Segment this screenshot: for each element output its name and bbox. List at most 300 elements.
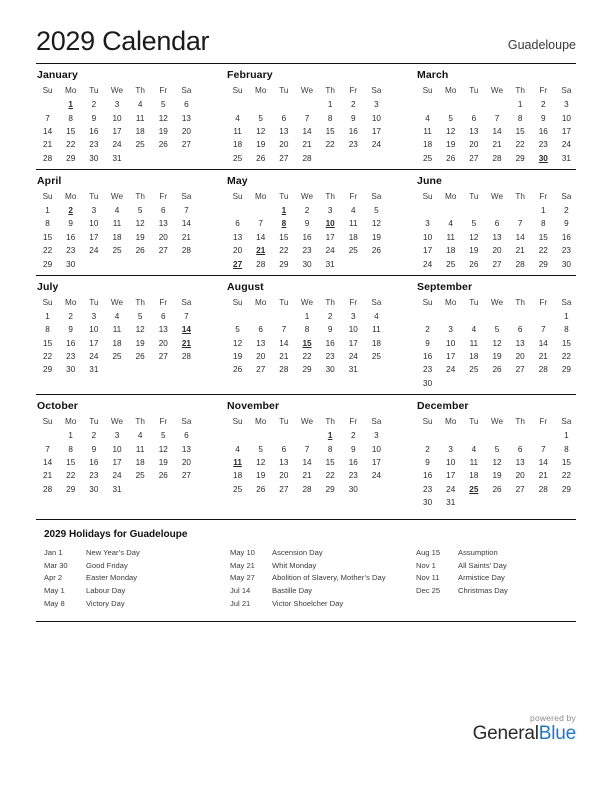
day-cell[interactable]: 20 [158,232,168,242]
day-cell[interactable]: 20 [279,471,289,481]
day-cell[interactable]: 11 [233,126,242,136]
day-cell[interactable]: 25 [135,471,145,481]
day-cell[interactable]: 9 [425,457,430,467]
day-cell[interactable]: 21 [181,232,191,242]
day-cell[interactable]: 13 [279,457,289,467]
day-cell[interactable]: 5 [235,325,240,335]
day-cell[interactable]: 11 [112,219,122,229]
day-cell[interactable]: 17 [371,126,381,136]
day-cell[interactable]: 27 [158,246,168,256]
day-cell[interactable]: 23 [423,365,433,375]
day-cell[interactable]: 20 [515,352,525,362]
day-cell[interactable]: 9 [540,113,546,123]
day-cell[interactable]: 16 [561,232,571,242]
day-cell[interactable]: 30 [348,484,358,494]
day-cell[interactable]: 22 [66,140,76,150]
day-cell[interactable]: 15 [515,126,525,136]
day-cell[interactable]: 2 [564,206,569,216]
day-cell[interactable]: 2 [425,444,430,454]
day-cell[interactable]: 22 [325,471,335,481]
day-cell[interactable]: 14 [538,338,548,348]
day-cell[interactable]: 16 [89,457,99,467]
day-cell[interactable]: 25 [112,352,122,362]
day-cell[interactable]: 24 [89,246,99,256]
day-cell[interactable]: 28 [302,484,312,494]
day-cell[interactable]: 28 [181,352,191,362]
day-cell[interactable]: 29 [302,365,312,375]
day-cell[interactable]: 23 [423,484,433,494]
day-cell[interactable]: 12 [158,113,168,123]
day-cell[interactable]: 29 [43,365,53,375]
day-cell[interactable]: 23 [348,471,358,481]
day-cell[interactable]: 3 [448,444,453,454]
day-cell[interactable]: 1 [564,431,569,441]
day-cell[interactable]: 2 [350,431,356,441]
day-cell[interactable]: 15 [66,457,76,467]
day-cell[interactable]: 12 [233,338,243,348]
day-cell[interactable]: 23 [302,246,312,256]
day-cell[interactable]: 17 [112,126,122,136]
day-cell[interactable]: 8 [45,219,50,229]
day-cell[interactable]: 13 [256,338,266,348]
day-cell[interactable]: 14 [43,457,53,467]
day-cell[interactable]: 19 [158,126,168,136]
day-cell[interactable]: 2 [304,206,310,216]
day-cell[interactable]: 30 [561,259,571,269]
day-cell-holiday[interactable]: 2 [68,206,73,216]
day-cell[interactable]: 12 [256,457,266,467]
day-cell[interactable]: 10 [89,219,99,229]
day-cell[interactable]: 7 [304,113,310,123]
day-cell[interactable]: 19 [135,338,145,348]
day-cell[interactable]: 6 [160,311,166,321]
day-cell-holiday[interactable]: 21 [181,338,191,348]
day-cell[interactable]: 23 [348,140,358,150]
day-cell[interactable]: 29 [43,259,53,269]
day-cell[interactable]: 20 [181,457,191,467]
day-cell[interactable]: 2 [540,100,546,110]
day-cell-holiday[interactable]: 10 [325,219,335,229]
day-cell[interactable]: 26 [371,246,381,256]
day-cell[interactable]: 16 [325,338,335,348]
day-cell[interactable]: 25 [135,140,145,150]
day-cell[interactable]: 16 [423,471,433,481]
day-cell[interactable]: 18 [135,126,145,136]
day-cell[interactable]: 30 [302,259,312,269]
day-cell[interactable]: 19 [492,471,502,481]
day-cell[interactable]: 18 [469,352,479,362]
day-cell[interactable]: 13 [279,126,289,136]
day-cell[interactable]: 4 [114,311,120,321]
day-cell[interactable]: 27 [181,140,191,150]
day-cell[interactable]: 4 [137,431,143,441]
day-cell[interactable]: 15 [43,338,53,348]
day-cell-holiday[interactable]: 1 [281,206,287,216]
day-cell[interactable]: 27 [515,365,525,375]
day-cell[interactable]: 6 [184,100,189,110]
day-cell[interactable]: 31 [112,153,122,163]
day-cell[interactable]: 7 [540,444,546,454]
day-cell-holiday[interactable]: 8 [281,219,287,229]
day-cell[interactable]: 1 [45,206,50,216]
day-cell[interactable]: 22 [302,352,312,362]
day-cell[interactable]: 29 [279,259,289,269]
day-cell[interactable]: 12 [135,325,145,335]
day-cell[interactable]: 24 [371,140,381,150]
day-cell[interactable]: 31 [325,259,335,269]
day-cell[interactable]: 7 [45,444,50,454]
day-cell[interactable]: 5 [494,444,500,454]
day-cell[interactable]: 4 [471,444,477,454]
day-cell[interactable]: 23 [561,246,571,256]
day-cell[interactable]: 9 [350,444,356,454]
day-cell[interactable]: 29 [66,484,76,494]
day-cell[interactable]: 18 [446,246,456,256]
day-cell[interactable]: 27 [158,352,168,362]
day-cell[interactable]: 31 [446,498,456,508]
day-cell[interactable]: 20 [256,352,266,362]
day-cell[interactable]: 4 [425,113,430,123]
day-cell[interactable]: 10 [112,113,122,123]
day-cell[interactable]: 14 [538,457,548,467]
day-cell[interactable]: 15 [561,338,571,348]
day-cell[interactable]: 7 [184,311,189,321]
day-cell[interactable]: 24 [89,352,99,362]
day-cell[interactable]: 31 [112,484,122,494]
day-cell[interactable]: 16 [66,232,76,242]
day-cell[interactable]: 5 [494,325,500,335]
day-cell[interactable]: 13 [233,232,243,242]
day-cell[interactable]: 16 [348,126,358,136]
day-cell[interactable]: 3 [374,431,379,441]
day-cell[interactable]: 3 [374,100,379,110]
day-cell[interactable]: 25 [233,153,243,163]
day-cell[interactable]: 15 [43,232,53,242]
day-cell[interactable]: 6 [281,113,287,123]
day-cell[interactable]: 27 [492,259,502,269]
day-cell[interactable]: 11 [135,444,145,454]
day-cell[interactable]: 3 [91,311,97,321]
day-cell[interactable]: 13 [181,113,191,123]
day-cell[interactable]: 4 [374,311,379,321]
day-cell[interactable]: 22 [43,352,53,362]
day-cell[interactable]: 25 [446,259,456,269]
day-cell[interactable]: 17 [371,457,381,467]
day-cell[interactable]: 4 [471,325,477,335]
day-cell[interactable]: 10 [446,338,456,348]
day-cell[interactable]: 14 [256,232,266,242]
day-cell[interactable]: 5 [258,444,263,454]
day-cell[interactable]: 8 [327,113,333,123]
day-cell[interactable]: 28 [43,153,53,163]
day-cell[interactable]: 12 [371,219,381,229]
day-cell[interactable]: 7 [258,219,263,229]
day-cell[interactable]: 6 [160,206,166,216]
day-cell[interactable]: 16 [348,457,358,467]
day-cell-holiday[interactable]: 15 [302,338,312,348]
day-cell[interactable]: 26 [469,259,479,269]
day-cell[interactable]: 8 [304,325,310,335]
day-cell[interactable]: 8 [327,444,333,454]
day-cell[interactable]: 19 [469,246,479,256]
day-cell[interactable]: 15 [66,126,76,136]
day-cell[interactable]: 8 [564,444,569,454]
day-cell[interactable]: 14 [302,457,312,467]
day-cell[interactable]: 2 [91,431,97,441]
day-cell[interactable]: 13 [515,457,525,467]
day-cell[interactable]: 11 [469,338,479,348]
day-cell[interactable]: 5 [137,311,143,321]
day-cell[interactable]: 18 [423,140,433,150]
day-cell[interactable]: 21 [515,246,525,256]
day-cell[interactable]: 2 [425,325,430,335]
day-cell[interactable]: 19 [256,140,266,150]
day-cell-holiday[interactable]: 30 [538,153,548,163]
day-cell[interactable]: 22 [66,471,76,481]
day-cell[interactable]: 8 [540,219,546,229]
day-cell[interactable]: 24 [371,471,381,481]
day-cell[interactable]: 25 [348,246,358,256]
day-cell[interactable]: 4 [137,100,143,110]
day-cell[interactable]: 20 [492,246,502,256]
day-cell[interactable]: 29 [515,153,525,163]
day-cell[interactable]: 23 [66,352,76,362]
day-cell[interactable]: 30 [325,365,335,375]
day-cell[interactable]: 7 [45,113,50,123]
day-cell[interactable]: 1 [304,311,310,321]
day-cell[interactable]: 9 [304,219,310,229]
day-cell[interactable]: 24 [112,471,122,481]
day-cell[interactable]: 26 [158,140,168,150]
day-cell[interactable]: 17 [348,338,358,348]
day-cell[interactable]: 21 [43,140,53,150]
day-cell[interactable]: 3 [114,431,120,441]
day-cell[interactable]: 27 [181,471,191,481]
day-cell[interactable]: 11 [135,113,145,123]
day-cell[interactable]: 28 [181,246,191,256]
day-cell[interactable]: 2 [327,311,333,321]
day-cell[interactable]: 27 [515,484,525,494]
day-cell[interactable]: 10 [423,232,433,242]
day-cell[interactable]: 16 [89,126,99,136]
day-cell[interactable]: 22 [538,246,548,256]
day-cell[interactable]: 8 [68,113,73,123]
day-cell[interactable]: 3 [425,219,430,229]
day-cell[interactable]: 17 [325,232,335,242]
day-cell[interactable]: 10 [348,325,358,335]
day-cell[interactable]: 6 [184,431,189,441]
day-cell[interactable]: 17 [561,126,571,136]
day-cell[interactable]: 17 [446,352,456,362]
day-cell[interactable]: 3 [327,206,333,216]
day-cell[interactable]: 31 [348,365,358,375]
day-cell[interactable]: 28 [538,365,548,375]
day-cell[interactable]: 13 [515,338,525,348]
day-cell[interactable]: 21 [538,471,548,481]
day-cell[interactable]: 21 [302,140,312,150]
day-cell[interactable]: 3 [564,100,569,110]
day-cell[interactable]: 21 [279,352,289,362]
day-cell[interactable]: 29 [538,259,548,269]
day-cell[interactable]: 5 [137,206,143,216]
day-cell[interactable]: 18 [112,232,122,242]
day-cell[interactable]: 9 [425,338,430,348]
day-cell[interactable]: 9 [68,325,73,335]
day-cell[interactable]: 11 [469,457,479,467]
day-cell-holiday[interactable]: 11 [233,457,242,467]
day-cell[interactable]: 15 [325,457,335,467]
day-cell[interactable]: 7 [540,325,546,335]
day-cell[interactable]: 13 [158,219,168,229]
day-cell[interactable]: 15 [538,232,548,242]
day-cell[interactable]: 18 [233,140,243,150]
day-cell[interactable]: 22 [515,140,525,150]
day-cell[interactable]: 23 [89,140,99,150]
day-cell[interactable]: 20 [158,338,168,348]
day-cell[interactable]: 15 [279,232,289,242]
day-cell[interactable]: 23 [66,246,76,256]
day-cell[interactable]: 28 [492,153,502,163]
day-cell[interactable]: 14 [43,126,53,136]
day-cell[interactable]: 18 [371,338,381,348]
day-cell[interactable]: 30 [89,484,99,494]
day-cell[interactable]: 3 [114,100,120,110]
day-cell[interactable]: 20 [279,140,289,150]
day-cell[interactable]: 14 [515,232,525,242]
day-cell[interactable]: 26 [135,246,145,256]
day-cell[interactable]: 19 [233,352,243,362]
day-cell[interactable]: 6 [235,219,240,229]
day-cell[interactable]: 10 [371,444,381,454]
day-cell[interactable]: 30 [89,153,99,163]
day-cell[interactable]: 13 [181,444,191,454]
day-cell[interactable]: 18 [348,232,358,242]
day-cell[interactable]: 19 [371,232,381,242]
day-cell[interactable]: 27 [256,365,266,375]
day-cell[interactable]: 19 [135,232,145,242]
day-cell[interactable]: 17 [112,457,122,467]
day-cell[interactable]: 24 [446,365,456,375]
day-cell[interactable]: 14 [181,219,191,229]
day-cell[interactable]: 6 [517,444,523,454]
day-cell[interactable]: 9 [68,219,73,229]
day-cell-holiday[interactable]: 21 [256,246,266,256]
day-cell[interactable]: 21 [538,352,548,362]
day-cell[interactable]: 24 [561,140,571,150]
day-cell[interactable]: 26 [256,484,266,494]
day-cell[interactable]: 9 [91,444,97,454]
day-cell[interactable]: 16 [66,338,76,348]
day-cell[interactable]: 9 [350,113,356,123]
day-cell[interactable]: 12 [469,232,479,242]
day-cell[interactable]: 21 [492,140,502,150]
day-cell[interactable]: 8 [517,113,523,123]
day-cell[interactable]: 10 [89,325,99,335]
day-cell[interactable]: 20 [515,471,525,481]
day-cell[interactable]: 16 [423,352,433,362]
day-cell[interactable]: 28 [256,259,266,269]
day-cell[interactable]: 14 [492,126,502,136]
day-cell[interactable]: 5 [448,113,453,123]
day-cell[interactable]: 28 [279,365,289,375]
day-cell[interactable]: 19 [446,140,456,150]
day-cell[interactable]: 17 [446,471,456,481]
day-cell[interactable]: 18 [233,471,243,481]
day-cell[interactable]: 26 [135,352,145,362]
day-cell[interactable]: 4 [235,113,240,123]
day-cell[interactable]: 20 [181,126,191,136]
day-cell[interactable]: 21 [43,471,53,481]
day-cell[interactable]: 8 [564,325,569,335]
day-cell[interactable]: 11 [112,325,122,335]
day-cell[interactable]: 7 [184,206,189,216]
day-cell[interactable]: 9 [327,325,333,335]
day-cell[interactable]: 19 [256,471,266,481]
day-cell[interactable]: 22 [325,140,335,150]
day-cell[interactable]: 13 [469,126,479,136]
day-cell[interactable]: 26 [158,471,168,481]
day-cell[interactable]: 26 [256,153,266,163]
day-cell[interactable]: 12 [446,126,456,136]
day-cell[interactable]: 10 [561,113,571,123]
day-cell[interactable]: 24 [325,246,335,256]
day-cell[interactable]: 28 [302,153,312,163]
day-cell[interactable]: 28 [43,484,53,494]
day-cell[interactable]: 29 [561,365,571,375]
day-cell[interactable]: 5 [160,100,166,110]
day-cell[interactable]: 1 [540,206,546,216]
day-cell[interactable]: 2 [91,100,97,110]
day-cell[interactable]: 4 [114,206,120,216]
day-cell[interactable]: 20 [233,246,243,256]
day-cell[interactable]: 30 [66,259,76,269]
day-cell[interactable]: 18 [469,471,479,481]
day-cell[interactable]: 8 [68,444,73,454]
day-cell[interactable]: 10 [371,113,381,123]
day-cell[interactable]: 15 [325,126,335,136]
day-cell[interactable]: 9 [91,113,97,123]
day-cell[interactable]: 27 [279,484,289,494]
day-cell[interactable]: 5 [374,206,379,216]
day-cell[interactable]: 14 [302,126,312,136]
day-cell[interactable]: 23 [89,471,99,481]
day-cell[interactable]: 3 [91,206,97,216]
day-cell[interactable]: 29 [66,153,76,163]
day-cell[interactable]: 6 [281,444,287,454]
day-cell[interactable]: 19 [158,457,168,467]
day-cell[interactable]: 13 [492,232,502,242]
day-cell-holiday[interactable]: 14 [181,325,191,335]
day-cell[interactable]: 16 [302,232,312,242]
day-cell-holiday[interactable]: 1 [68,100,73,110]
day-cell[interactable]: 1 [45,311,50,321]
day-cell[interactable]: 30 [66,365,76,375]
day-cell[interactable]: 4 [235,444,240,454]
day-cell[interactable]: 12 [492,457,502,467]
day-cell[interactable]: 25 [233,484,243,494]
day-cell[interactable]: 2 [68,311,73,321]
day-cell[interactable]: 27 [469,153,479,163]
day-cell[interactable]: 3 [448,325,453,335]
day-cell[interactable]: 16 [538,126,548,136]
day-cell[interactable]: 1 [327,100,333,110]
day-cell[interactable]: 30 [423,378,433,388]
day-cell[interactable]: 21 [302,471,312,481]
day-cell-holiday[interactable]: 1 [327,431,333,441]
day-cell[interactable]: 11 [372,325,381,335]
day-cell[interactable]: 17 [89,232,99,242]
day-cell[interactable]: 29 [561,484,571,494]
